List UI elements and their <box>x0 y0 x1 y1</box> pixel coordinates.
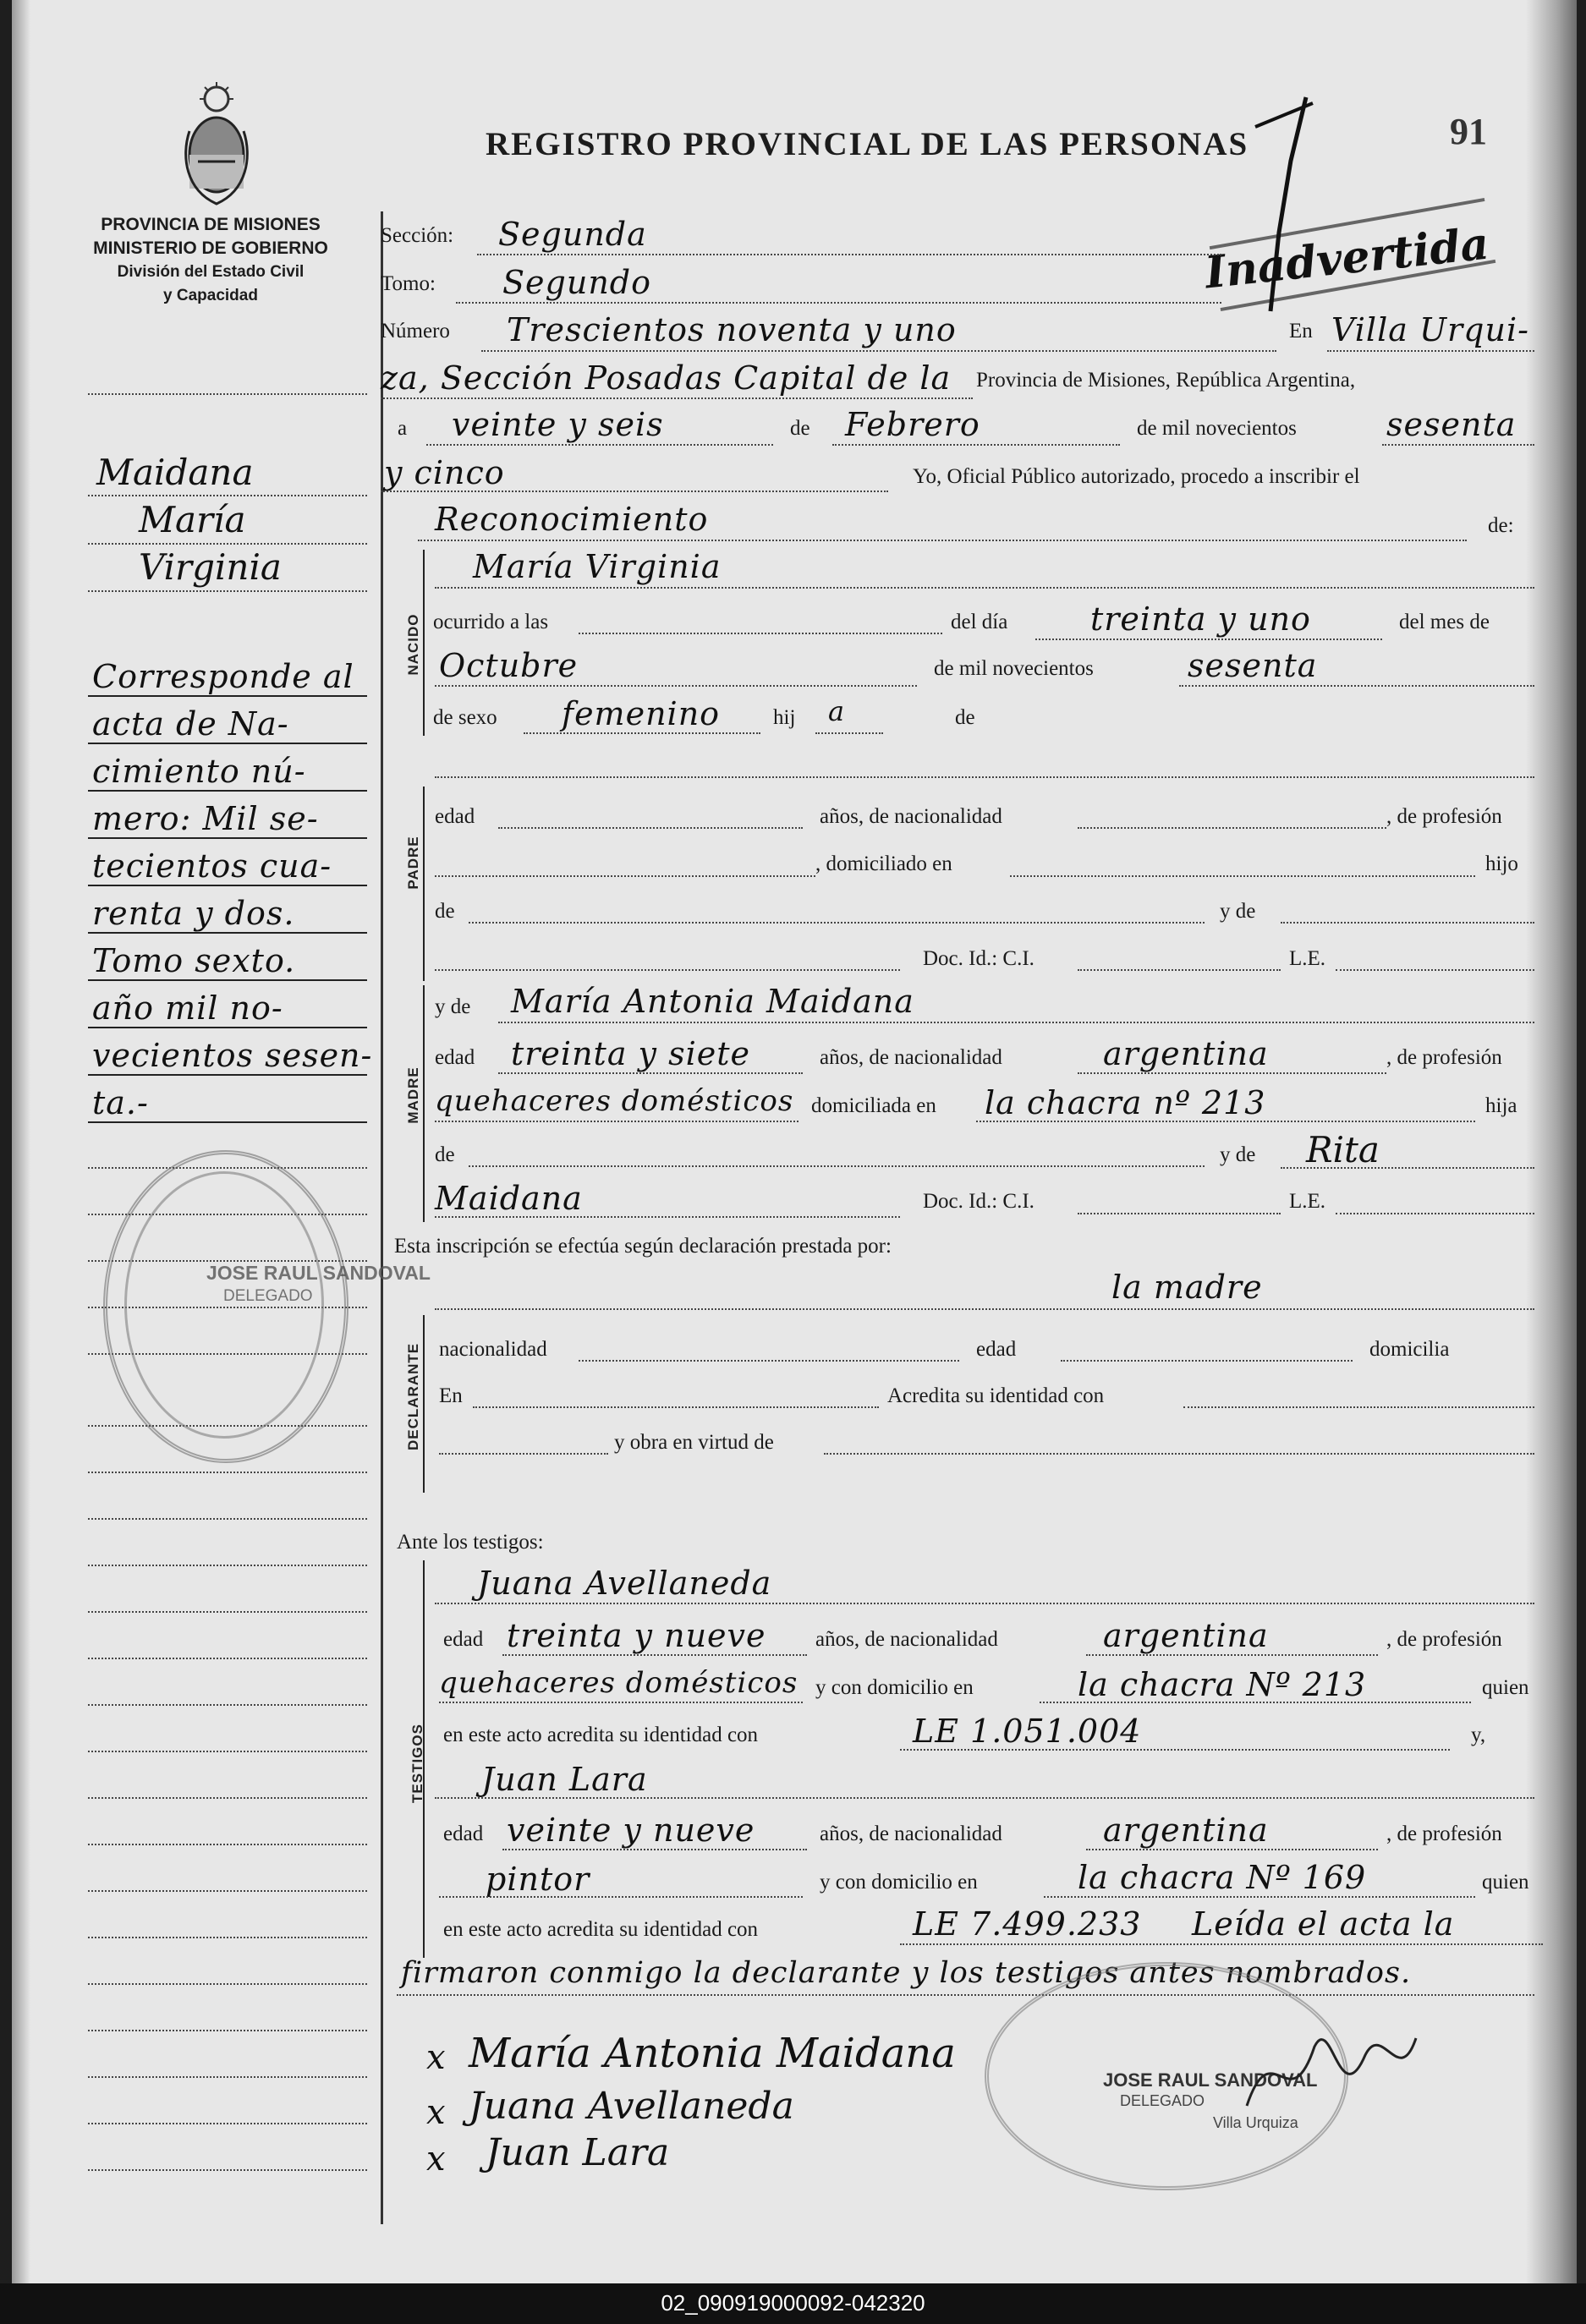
margin-note-line: cimiento nú- <box>92 753 306 790</box>
value-testigo1-profesion: quehaceres domésticos <box>439 1666 798 1700</box>
label-le-madre: L.E. <box>1289 1190 1326 1213</box>
margin-note-line: Corresponde al <box>92 658 354 695</box>
label-de-madre: de <box>435 1143 455 1166</box>
label-y-de-madre: y de <box>435 995 471 1018</box>
office-ministry: MINISTERIO DE GOBIERNO <box>93 238 328 258</box>
label-nacionalidad-t1: años, de nacionalidad <box>815 1628 998 1651</box>
label-de: de <box>790 417 810 440</box>
label-domiciliado: , domiciliado en <box>815 852 952 875</box>
signature-cross: x <box>426 2140 447 2179</box>
section-label-nacido: NACIDO <box>405 613 421 676</box>
label-de-padre: de <box>435 900 455 923</box>
label-profesion-t1: , de profesión <box>1386 1628 1502 1651</box>
margin-note-line: mero: Mil se- <box>92 800 319 837</box>
label-nacionalidad-madre: años, de nacionalidad <box>820 1046 1002 1069</box>
margin-second-name: Virginia <box>139 546 282 588</box>
label-nacionalidad-decl: nacionalidad <box>439 1338 547 1361</box>
label-profesion-t2: , de profesión <box>1386 1822 1502 1845</box>
label-domicilia: domicilia <box>1369 1338 1450 1361</box>
page-right-edge <box>1526 0 1577 2283</box>
value-madre-profesion: quehaceres domésticos <box>435 1084 794 1118</box>
office-division: División del Estado Civil <box>117 263 305 281</box>
value-madre-edad: treinta y siete <box>511 1035 751 1072</box>
label-edad-t1: edad <box>443 1628 484 1651</box>
page-left-shadow <box>12 0 30 2283</box>
official-signature-scribble <box>1238 2013 1424 2131</box>
value-dia-nacimiento: treinta y uno <box>1090 600 1311 638</box>
margin-note-line: acta de Na- <box>92 705 289 743</box>
value-anio-2: y cinco <box>384 454 505 491</box>
margin-note-line: tecientos cua- <box>92 847 332 885</box>
folio-number: 91 <box>1450 111 1487 152</box>
value-testigo1-domicilio: la chacra Nº 213 <box>1078 1666 1367 1703</box>
value-anio-nacimiento: sesenta <box>1188 647 1318 684</box>
label-quien-t1: quien <box>1482 1676 1529 1699</box>
margin-note-line: Tomo sexto. <box>92 942 296 979</box>
seal-right-official-name: JOSE RAUL SANDOVAL <box>1103 2069 1318 2091</box>
label-y-obra: y obra en virtud de <box>614 1431 774 1454</box>
value-seccion: Segunda <box>498 216 647 253</box>
label-domicilio-t2: y con domicilio en <box>820 1871 978 1894</box>
value-madre-nacionalidad: argentina <box>1103 1035 1269 1072</box>
label-nacionalidad-t2: años, de nacionalidad <box>820 1822 1002 1845</box>
seal-left-official-name: JOSE RAUL SANDOVAL <box>206 1262 431 1284</box>
value-nombre: María Virginia <box>473 548 722 585</box>
value-mes: Febrero <box>845 406 980 443</box>
margin-note-line: vecientos sesen- <box>92 1037 373 1074</box>
label-profesion-madre: , de profesión <box>1386 1046 1502 1069</box>
label-de-2: de <box>955 706 975 729</box>
seal-right-place: Villa Urquiza <box>1213 2114 1298 2131</box>
label-acredita-t2: en este acto acredita su identidad con <box>443 1918 759 1941</box>
margin-note-line: año mil no- <box>92 989 283 1027</box>
section-label-testigos: TESTIGOS <box>409 1724 425 1803</box>
value-declarante: la madre <box>1111 1269 1263 1306</box>
label-edad-t2: edad <box>443 1822 484 1845</box>
label-provincia: Provincia de Misiones, República Argentina, <box>976 369 1356 392</box>
value-testigo2-domicilio: la chacra Nº 169 <box>1078 1859 1367 1896</box>
label-edad-madre: edad <box>435 1046 475 1069</box>
signature-declarante: María Antonia Maidana <box>469 2030 956 2077</box>
seal-left-official-title: DELEGADO <box>223 1287 313 1305</box>
office-province: PROVINCIA DE MISIONES <box>101 215 321 234</box>
label-en-decl: En <box>439 1384 463 1407</box>
value-sexo: femenino <box>562 695 721 732</box>
value-testigo2-documento: LE 7.499.233 <box>913 1905 1142 1943</box>
value-testigo1-edad: treinta y nueve <box>507 1617 766 1654</box>
value-cierre-2: firmaron conmigo la declarante y los testigos antes nombrados. <box>401 1956 1412 1990</box>
label-sexo: de sexo <box>433 706 497 729</box>
section-label-madre: MADRE <box>405 1066 421 1124</box>
value-testigo1-nombre: Juana Avellaneda <box>477 1565 772 1602</box>
label-seccion: Sección: <box>381 224 454 247</box>
value-testigo2-nacionalidad: argentina <box>1103 1812 1269 1849</box>
value-cierre-1: Leída el acta la <box>1192 1905 1455 1943</box>
label-ante-testigos: Ante los testigos: <box>397 1531 544 1554</box>
value-abuela-apellido: Maidana <box>435 1180 583 1217</box>
label-de-colon: de: <box>1488 514 1514 537</box>
label-mil-novecientos-nac: de mil novecientos <box>934 657 1094 680</box>
label-numero: Número <box>381 320 450 343</box>
label-doc-madre: Doc. Id.: C.I. <box>923 1190 1034 1213</box>
label-y-comma: y, <box>1471 1724 1486 1746</box>
margin-note-line: ta.- <box>92 1084 149 1121</box>
value-anio-1: sesenta <box>1386 406 1517 443</box>
value-testigo1-documento: LE 1.051.004 <box>913 1713 1142 1750</box>
label-y-de-padre: y de <box>1220 900 1256 923</box>
value-testigo2-profesion: pintor <box>486 1861 590 1898</box>
value-madre-domicilio: la chacra nº 213 <box>985 1084 1266 1121</box>
label-domiciliada: domiciliada en <box>811 1094 936 1117</box>
seal-right-official-title: DELEGADO <box>1120 2092 1205 2109</box>
issuing-office <box>88 213 333 308</box>
label-quien-t2: quien <box>1482 1871 1529 1894</box>
label-acredita-decl: Acredita su identidad con <box>887 1384 1105 1407</box>
margin-note-line: renta y dos. <box>92 895 295 932</box>
label-profesion-padre: , de profesión <box>1386 805 1502 828</box>
label-edad-decl: edad <box>976 1338 1017 1361</box>
value-testigo2-nombre: Juan Lara <box>481 1761 648 1798</box>
value-dia: veinte y seis <box>452 406 664 443</box>
value-hij-suffix: a <box>828 695 846 727</box>
padre-bracket <box>423 787 425 981</box>
coat-of-arms-emblem <box>181 80 252 207</box>
value-mes-nacimiento: Octubre <box>439 647 579 684</box>
value-acto: Reconocimiento <box>435 501 709 538</box>
column-divider <box>381 211 383 2224</box>
section-label-declarante: DECLARANTE <box>405 1342 421 1450</box>
value-numero: Trescientos noventa y uno <box>507 311 957 348</box>
label-inscripcion: Esta inscripción se efectúa según declaración prestada por: <box>394 1235 892 1258</box>
margin-surname: Maidana <box>96 452 254 493</box>
document-page <box>12 0 1577 2283</box>
label-domicilio-t1: y con domicilio en <box>815 1676 974 1699</box>
label-a: a <box>398 417 408 440</box>
label-ocurrido: ocurrido a las <box>433 611 549 633</box>
label-en: En <box>1289 320 1313 343</box>
signature-cross: x <box>426 2093 447 2132</box>
label-del-mes: del mes de <box>1399 611 1490 633</box>
office-capacity: y Capacidad <box>163 287 258 304</box>
value-madre-nombre: María Antonia Maidana <box>511 983 914 1020</box>
value-abuela-nombre: Rita <box>1306 1129 1380 1170</box>
label-doc-padre: Doc. Id.: C.I. <box>923 947 1034 970</box>
document-title: REGISTRO PROVINCIAL DE LAS PERSONAS <box>486 126 1249 162</box>
label-y-de-abuela: y de <box>1220 1143 1256 1166</box>
label-hijo: hijo <box>1485 852 1518 875</box>
label-edad-padre: edad <box>435 805 475 828</box>
label-del-dia: del día <box>951 611 1008 633</box>
signature-testigo1: Juana Avellaneda <box>469 2085 794 2128</box>
signature-testigo2: Juan Lara <box>486 2131 670 2174</box>
madre-bracket <box>423 985 425 1222</box>
nacido-bracket <box>423 550 425 736</box>
margin-pen-stroke <box>1247 93 1323 321</box>
label-acredita-t1: en este acto acredita su identidad con <box>443 1724 759 1746</box>
label-hija: hija <box>1485 1094 1517 1117</box>
margin-first-name: María <box>139 499 246 540</box>
official-seal-left <box>103 1150 348 1463</box>
label-hij: hij <box>773 706 796 729</box>
value-testigo1-nacionalidad: argentina <box>1103 1617 1269 1654</box>
value-tomo: Segundo <box>502 264 651 301</box>
value-lugar-2: za, Sección Posadas Capital de la <box>381 359 952 397</box>
label-nacionalidad-padre: años, de nacionalidad <box>820 805 1002 828</box>
label-oficial: Yo, Oficial Público autorizado, procedo a inscribir el <box>913 465 1360 488</box>
scan-file-id: 02_090919000092-042320 <box>661 2290 925 2316</box>
value-lugar-1: Villa Urqui- <box>1331 311 1529 348</box>
crossed-out-annotation: Inadvertida <box>1202 217 1491 299</box>
value-testigo2-edad: veinte y nueve <box>507 1812 755 1849</box>
label-tomo: Tomo: <box>381 272 436 295</box>
label-de-mil-novecientos: de mil novecientos <box>1137 417 1297 440</box>
label-le-padre: L.E. <box>1289 947 1326 970</box>
declarante-bracket <box>423 1315 425 1493</box>
section-label-padre: PADRE <box>405 836 421 890</box>
signature-cross: x <box>426 2038 447 2077</box>
